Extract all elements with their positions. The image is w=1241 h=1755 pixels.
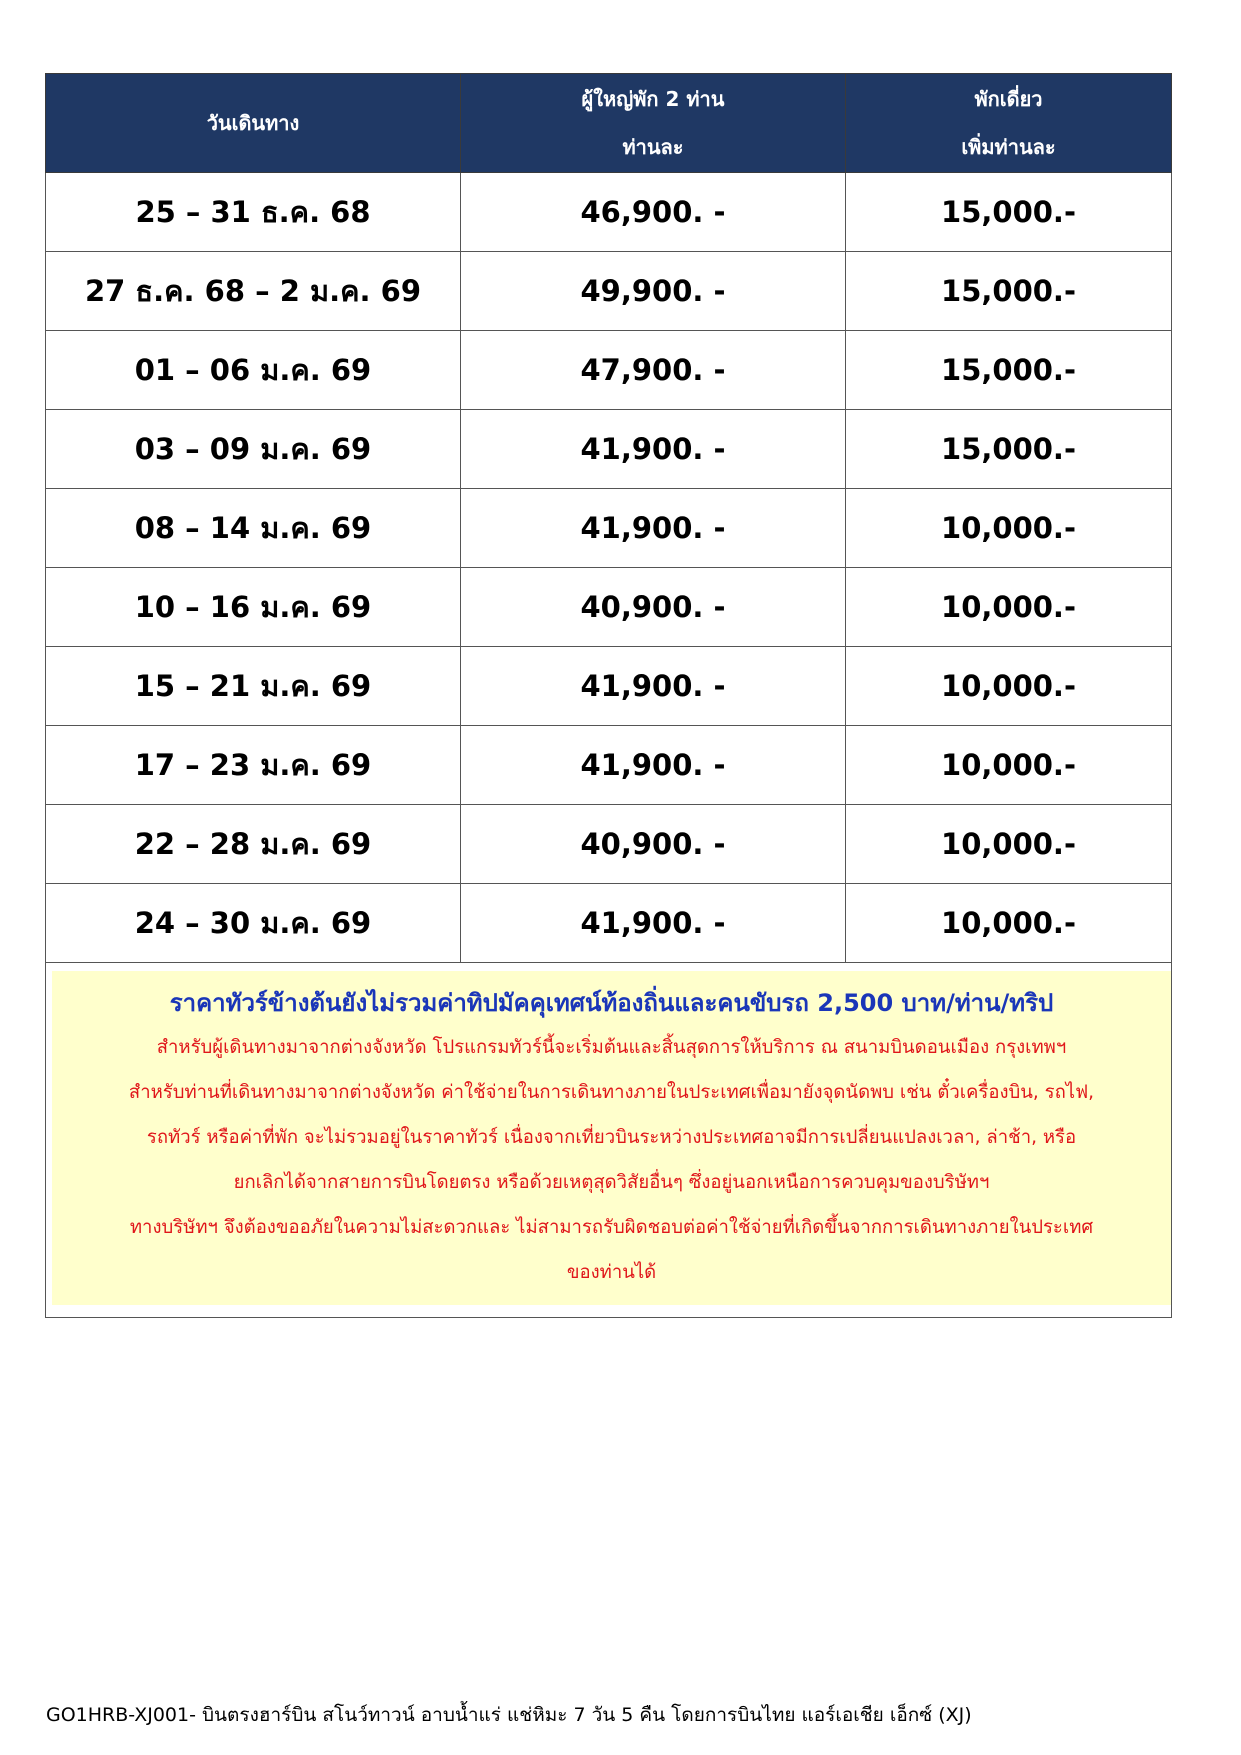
adult-price-cell: 41,900. - [461, 726, 846, 805]
note-line: ยกเลิกได้จากสายการบินโดยตรง หรือด้วยเหตุสุดวิสัยอื่นๆ ซึ่งอยู่นอกเหนือการควบคุมของบริษัทฯ [233, 1172, 990, 1193]
header-adult-price [461, 74, 846, 173]
single-supplement-cell: 10,000.- [846, 884, 1172, 963]
single-supplement-cell: 15,000.- [846, 252, 1172, 331]
note-line: สำหรับท่านที่เดินทางมาจากต่างจังหวัด ค่าใช้จ่ายในการเดินทางภายในประเทศเพื่อมายังจุดนัดพบ เช่น ตั๋วเครื่องบิน, รถไฟ, [128, 1082, 1095, 1103]
note-line: ทางบริษัทฯ จึงต้องขออภัยในความไม่สะดวกและ ไม่สามารถรับผิดชอบต่อค่าใช้จ่ายที่เกิดขึ้นจากการเดินทางภายในประเทศ [129, 1217, 1094, 1238]
travel-date-cell: 25 – 31 ธ.ค. 68 [46, 173, 461, 252]
note-cell [46, 963, 1172, 1318]
table-row [46, 331, 1172, 410]
note-line: รถทัวร์ หรือค่าที่พัก จะไม่รวมอยู่ในราคาทัวร์ เนื่องจากเที่ยวบินระหว่างประเทศอาจมีการเปลี่ยนแปลงเวลา, ล่าช้า, หรือ [146, 1127, 1077, 1148]
adult-price-cell: 49,900. - [461, 252, 846, 331]
header-single-line1: พักเดี่ยว [974, 87, 1043, 111]
table-row [46, 489, 1172, 568]
single-supplement-cell: 10,000.- [846, 805, 1172, 884]
adult-price-cell: 46,900. - [461, 173, 846, 252]
adult-price-cell: 40,900. - [461, 805, 846, 884]
adult-price-cell: 40,900. - [461, 568, 846, 647]
adult-price-cell: 41,900. - [461, 489, 846, 568]
single-supplement-cell: 10,000.- [846, 489, 1172, 568]
table-row [46, 410, 1172, 489]
single-supplement-cell: 15,000.- [846, 173, 1172, 252]
travel-date-cell: 24 – 30 ม.ค. 69 [46, 884, 461, 963]
header-single-supplement [846, 74, 1172, 173]
price-table [45, 73, 1172, 1318]
conditions-note [52, 971, 1171, 1305]
adult-price-cell: 41,900. - [461, 647, 846, 726]
adult-price-cell: 41,900. - [461, 410, 846, 489]
table-row [46, 173, 1172, 252]
adult-price-cell: 47,900. - [461, 331, 846, 410]
adult-price-cell: 41,900. - [461, 884, 846, 963]
note-line: สำหรับผู้เดินทางมาจากต่างจังหวัด โปรแกรมทัวร์นี้จะเริ่มต้นและสิ้นสุดการให้บริการ ณ สนามบินดอนเมือง กรุงเทพฯ [156, 1037, 1067, 1058]
note-line: ของท่านได้ [566, 1262, 657, 1283]
travel-date-cell: 01 – 06 ม.ค. 69 [46, 331, 461, 410]
table-row [46, 805, 1172, 884]
header-adult-price-line1: ผู้ใหญ่พัก 2 ท่าน [581, 87, 725, 111]
table-row [46, 568, 1172, 647]
header-travel-date [46, 74, 461, 173]
travel-date-cell: 22 – 28 ม.ค. 69 [46, 805, 461, 884]
travel-date-cell: 17 – 23 ม.ค. 69 [46, 726, 461, 805]
table-row [46, 252, 1172, 331]
travel-date-cell: 10 – 16 ม.ค. 69 [46, 568, 461, 647]
tip-notice-headline: ราคาทัวร์ข้างต้นยังไม่รวมค่าทิปมัคคุเทศน์ท้องถิ่นและคนขับรถ 2,500 บาท/ท่าน/ทริป [169, 989, 1054, 1017]
travel-date-cell: 08 – 14 ม.ค. 69 [46, 489, 461, 568]
travel-date-cell: 27 ธ.ค. 68 – 2 ม.ค. 69 [46, 252, 461, 331]
header-adult-price-line2: ท่านละ [622, 135, 684, 159]
header-travel-date-label: วันเดินทาง [206, 111, 300, 135]
table-body [46, 173, 1172, 1318]
single-supplement-cell: 10,000.- [846, 647, 1172, 726]
single-supplement-cell: 15,000.- [846, 331, 1172, 410]
table-row [46, 647, 1172, 726]
table-header [46, 74, 1172, 173]
travel-date-cell: 15 – 21 ม.ค. 69 [46, 647, 461, 726]
table-row [46, 726, 1172, 805]
travel-date-cell: 03 – 09 ม.ค. 69 [46, 410, 461, 489]
header-single-line2: เพิ่มท่านละ [961, 135, 1056, 159]
single-supplement-cell: 10,000.- [846, 726, 1172, 805]
note-row [46, 963, 1172, 1318]
table-row [46, 884, 1172, 963]
header-row [46, 74, 1172, 173]
single-supplement-cell: 10,000.- [846, 568, 1172, 647]
single-supplement-cell: 15,000.- [846, 410, 1172, 489]
page-footer: GO1HRB-XJ001- บินตรงฮาร์บิน สโนว์ทาวน์ อาบน้ำแร่ แช่หิมะ 7 วัน 5 คืน โดยการบินไทย แอร์เอเชีย เอ็กซ์ (XJ) [46, 1704, 972, 1726]
